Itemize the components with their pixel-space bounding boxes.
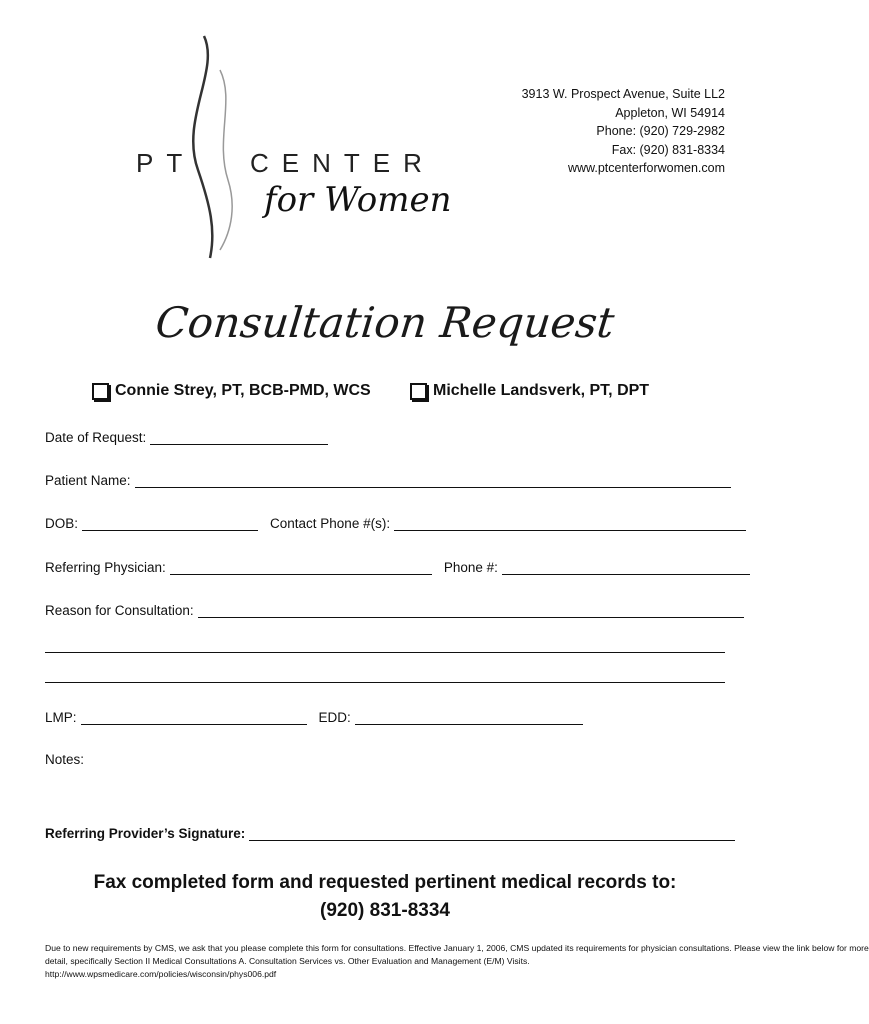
address-phone: Phone: (920) 729-2982	[596, 124, 725, 138]
date-of-request-row	[45, 430, 328, 445]
checkbox-icon[interactable]	[410, 383, 427, 400]
address-fax: Fax: (920) 831-8334	[611, 142, 725, 157]
fine-print-line-1: Due to new requirements by CMS, we ask that you please complete this form for consultations. Effective January 1, 2006, CMS updated its requirements for physician consultations. Please view the link below for more	[45, 943, 869, 953]
reason-row	[45, 603, 744, 618]
provider-option-strey[interactable]	[92, 382, 371, 400]
address-city: Appleton, WI 54914	[615, 105, 725, 120]
patient-name-input[interactable]	[135, 473, 731, 488]
provider-option-landsverk[interactable]	[410, 382, 649, 400]
dob-row	[45, 516, 746, 531]
fax-number: (920) 831-8334	[320, 900, 450, 921]
address-website[interactable]: www.ptcenterforwomen.com	[567, 161, 725, 175]
signature-input[interactable]	[249, 826, 735, 841]
checkbox-icon[interactable]	[92, 383, 109, 400]
address-street: 3913 W. Prospect Avenue, Suite LL2	[521, 87, 725, 101]
reason-input-line-3[interactable]	[45, 681, 725, 683]
signature-label: Referring Provider’s Signature:	[45, 826, 246, 841]
signature-row	[45, 826, 735, 841]
date-of-request-label: Date of Request:	[45, 430, 147, 445]
logo-pt: PT	[136, 148, 196, 178]
logo	[120, 30, 452, 265]
physician-phone-input[interactable]	[502, 560, 750, 575]
fine-print-link[interactable]: http://www.wpsmedicare.com/policies/wisconsin/phys006.pdf	[45, 969, 277, 979]
fine-print-line-2: detail, specifically Section II Medical Consultations A. Consultation Services vs. Other Evaluation and Management (E/M) Visits.	[45, 956, 530, 966]
contact-phone-input[interactable]	[394, 516, 746, 531]
referring-physician-label: Referring Physician:	[45, 560, 166, 575]
provider-label: Michelle Landsverk, PT, DPT	[433, 382, 650, 399]
patient-name-label: Patient Name:	[45, 473, 131, 488]
reason-input-line-2[interactable]	[45, 651, 725, 653]
dob-input[interactable]	[82, 516, 258, 531]
date-of-request-input[interactable]	[150, 430, 328, 445]
edd-input[interactable]	[355, 710, 583, 725]
referring-physician-row	[45, 560, 750, 575]
address-block	[522, 85, 725, 178]
lmp-input[interactable]	[81, 710, 307, 725]
provider-label: Connie Strey, PT, BCB-PMD, WCS	[115, 382, 371, 399]
physician-phone-label: Phone #:	[443, 560, 498, 575]
referring-physician-input[interactable]	[170, 560, 432, 575]
patient-name-row	[45, 473, 731, 488]
reason-input[interactable]	[198, 603, 744, 618]
lmp-label: LMP:	[45, 710, 77, 725]
edd-label: EDD:	[318, 710, 351, 725]
notes-row	[45, 752, 88, 767]
notes-label: Notes:	[45, 752, 85, 767]
fine-print	[45, 942, 869, 981]
lmp-row	[45, 710, 583, 725]
contact-phone-label: Contact Phone #(s):	[270, 516, 391, 531]
form-title: Consultation Request	[153, 298, 617, 347]
logo-center: CENTER	[250, 148, 435, 178]
reason-label: Reason for Consultation:	[45, 603, 194, 618]
fax-instructions: Fax completed form and requested pertinent medical records to:	[93, 872, 677, 893]
dob-label: DOB:	[45, 516, 79, 531]
logo-for-women: for Women	[264, 180, 452, 220]
